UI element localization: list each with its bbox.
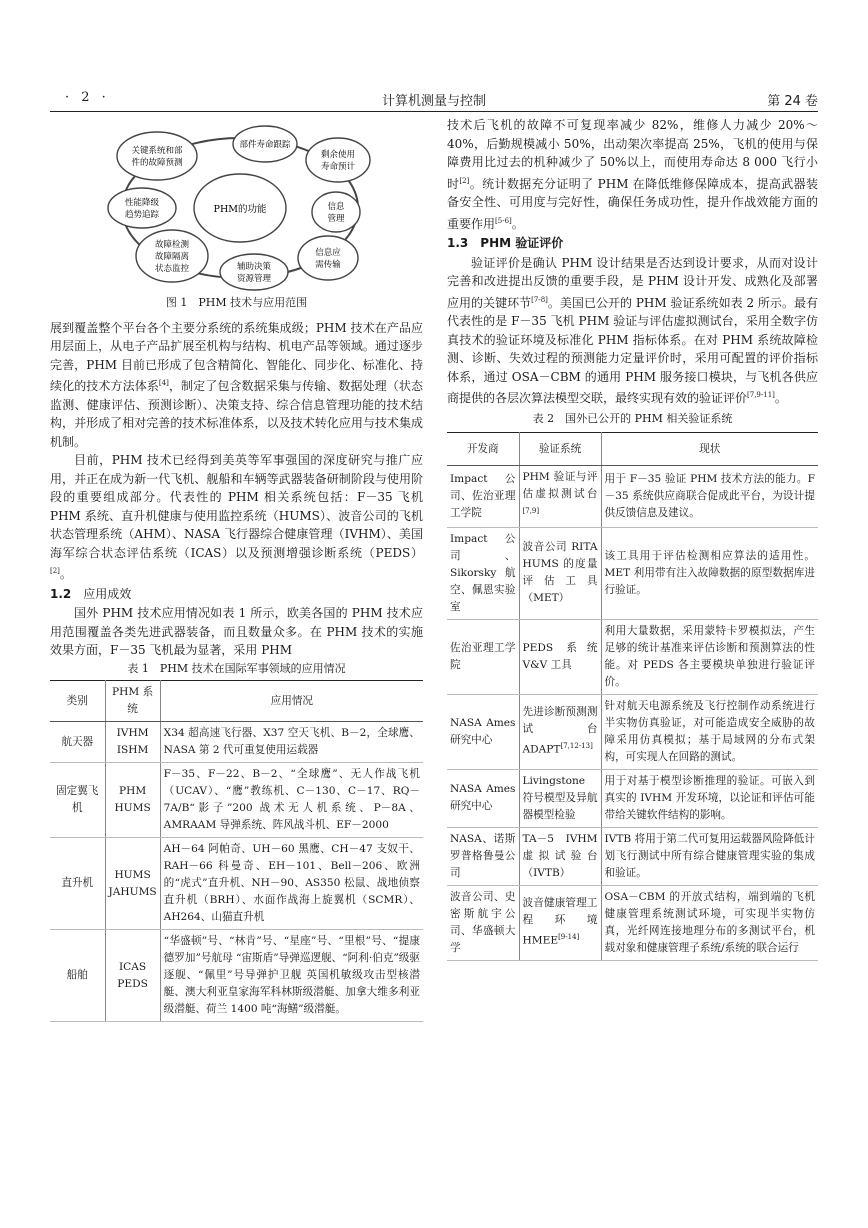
node-info-transmission	[298, 236, 358, 280]
node-component-life	[233, 126, 297, 162]
left-paragraph-1: 展到覆盖整个平台各个主要分系统的系统集成级；PHM 技术在产品应用层面上，从电子产品扩展至机构与结构、机电产品等领域。通过逐步完善，PHM 目前已形成了包含精简化、智能化、同步化、标准化、持续化的技术方法体系[4]，制定了包含数据采集与传输、数据处理（状态监测、健康评估、预测诊断）、决策支持、综合信息管理功能的技术结构，并形成了相对完善的技术标准体系，以及技术转化应用与技术集成机制。	[50, 320, 423, 449]
table-row: NASA、诺斯罗普格鲁曼公司 TA－5 IVHM 虚拟试验台（IVTB） IVTB 将用于第二代可复用运载器风险降低计划飞行测试中所有综合健康管理实验的集成和验证。	[447, 827, 818, 885]
page-header	[50, 88, 818, 110]
table-row: 航天器 IVHM ISHM X34 超高速飞行器、X37 空天飞机、B－2，全球鹰、NASA 第 2 代可重复使用运载器	[50, 722, 423, 763]
journal-title: 计算机测量与控制	[381, 94, 486, 109]
table-1-header-row	[50, 681, 423, 722]
table-row: NASA Ames 研究中心 先进诊断预测测试台 ADAPT[7,12-13] 针对航天电源系统及飞行控制作动系统进行半实物仿真验证，对可能造成安全威胁的故障采用仿真模拟；基于局域网的分布式架构，可实现人在回路的测试。	[447, 694, 818, 769]
table-1-caption: 表 1 PHM 技术在国际军事领域的应用情况	[127, 661, 346, 675]
table-row: 波音公司、史密斯航宇公司、华盛顿大学 波音健康管理工程环境 HMEE[9-14] OSA－CBM 的开放式结构，端到端的飞机健康管理系统测试环境，可实现半实物仿真，光纤网连接地理分布的多测试平台，机载对象和健康管理子系统/系统的联合运行	[447, 885, 818, 960]
svg-text:故障隔离: 故障隔离	[154, 252, 190, 262]
table-2-header-row	[447, 433, 818, 466]
svg-text:需传输: 需传输	[315, 260, 341, 270]
phm-function-diagram	[50, 116, 423, 292]
svg-text:件的故障预测: 件的故障预测	[131, 158, 183, 168]
table-row: NASA Ames 研究中心 Livingstone 符号模型及异航器模型检验 用于对基于模型诊断推理的验证。可嵌入到真实的 IVHM 开发环境，以论证和评估可能带给关键软件结构的影响。	[447, 769, 818, 827]
node-decision-support	[220, 254, 288, 290]
node-remaining-life	[306, 138, 370, 182]
table-1-header-category: 类别	[50, 681, 105, 722]
figure-1-caption: 图 1 PHM 技术与应用范围	[165, 296, 308, 309]
section-1-3-heading: 1.3 PHM 验证评价	[447, 236, 564, 250]
table-2-caption: 表 2 国外已公开的 PHM 相关验证系统	[532, 411, 733, 425]
table-row: Impact 公司、Sikorsky 航空、佩恩实验室 波音公司 RITA HUMS 的度量评估工具（MET） 该工具用于评估检测相应算法的适用性。MET 利用带有注入故障数据的原型数据库进行验证。	[447, 527, 818, 619]
table-row: 固定翼飞机 PHM HUMS F－35、F－22、B－2、“全球鹰”、无人作战飞机（UCAV）、“鹰”教练机、C－130、C－17、RQ－7A/B“影子”200 战术无人机系统、P－8A、AMRAAM 导弹系统、阵风战斗机、EF－2000	[50, 763, 423, 838]
table-1	[50, 680, 423, 1022]
svg-text:信息: 信息	[327, 202, 345, 212]
table-row: 船舶 ICAS PEDS “华盛顿”号、“林肯”号、“星座”号、“里根”号、“提康德罗加”号航母 “宙斯盾”导弹巡逻舰、“阿利·伯克”级驱逐舰、“佩里”号导弹护卫舰 英国机敏级攻击型核潜艇、澳大利亚皇家海军科林斯级潜艇、加拿大维多利亚级潜艇、荷兰 1400 吨“海鳝”级潜艇。	[50, 930, 423, 1022]
right-column	[447, 116, 818, 961]
right-paragraph-2: 验证评价是确认 PHM 设计结果是否达到设计要求，从而对设计完善和改进提出反馈的重要手段，是 PHM 设计开发、成熟化及部署应用的关键环节[7-8]。美国已公开的 PHM 验证系统如表 2 所示。最有代表性的是 F－35 飞机 PHM 验证与评估虚拟测试台，采用全数字仿真技术的验证环境及标准化 PHM 指标体系。在对 PHM 系统故障检测、诊断、失效过程的预测能力定量评价时，采用可配置的评价指标体系，通过 OSA－CBM 的通用 PHM 服务接口模块，与飞机各供应商提供的各层次算法模型交联，最终实现有效的验证评价[7,9-11]。	[447, 255, 818, 405]
svg-text:关键系统和部: 关键系统和部	[131, 146, 183, 156]
table-row: 直升机 HUMS JAHUMS AH－64 阿帕奇、UH－60 黑鹰、CH－47 支奴干、RAH－66 科曼奇、EH－101、Bell－206、欧洲的“虎式”直升机、NH－90、AS350 松鼠、战地侦察直升机（BRH）、水面作战海上旋翼机（SCMR）、AH264、山猫直升机	[50, 838, 423, 930]
left-paragraph-3: 国外 PHM 技术应用情况如表 1 所示，欧美各国的 PHM 技术应用范围覆盖各类先进武器装备，而且数量众多。在 PHM 技术的实施效果方面，F－35 飞机最为显著，采用 PHM	[50, 606, 423, 657]
svg-text:辅助决策: 辅助决策	[236, 262, 272, 272]
svg-text:管理: 管理	[327, 214, 345, 224]
right-paragraph-1: 技术后飞机的故障不可复现率减少 82%，维修人力减少 20%～40%，后勤规模减小 50%，出动架次率提高 25%，飞机的使用与保障费用比过去的机种减少了 50%以上，而使用寿命达 8 000 飞行小时[2]。统计数据充分证明了 PHM 在降低维修保障成本，提高武器装备安全性、可用度与完好性，确保任务成功性，提升作战效能方面的重要作用[5-6]。	[447, 118, 818, 231]
svg-text:性能降级: 性能降级	[124, 198, 160, 208]
svg-text:信息应: 信息应	[315, 248, 341, 258]
table-1-header-system: PHM 系统	[105, 681, 160, 722]
page-number: · 2 ·	[65, 90, 110, 105]
svg-text:故障检测: 故障检测	[154, 240, 190, 250]
node-performance-trend	[108, 188, 176, 228]
svg-text:剩余使用: 剩余使用	[320, 150, 356, 160]
left-paragraph-2: 目前，PHM 技术已经得到美英等军事强国的深度研究与推广应用，并正在成为新一代飞机、舰船和车辆等武器装备研制阶段与使用阶段的重要组成部分。代表性的 PHM 相关系统包括：F－35 飞机 PHM 系统、直升机健康与使用监控系统（HUMS）、波音公司的飞机状态管理系统（AHM）、NASA 飞行器综合健康管理（IVHM）、美国海军综合状态评估系统（ICAS）以及预测增强诊断系统（PEDS）[2]。	[50, 453, 423, 581]
header-rule	[50, 111, 818, 112]
table-2-header-developer: 开发商	[447, 433, 519, 466]
table-2-header-system: 验证系统	[519, 433, 601, 466]
section-1-2-heading: 1.2 应用成效	[50, 586, 132, 601]
svg-text:趋势追踪: 趋势追踪	[124, 210, 160, 220]
left-column	[50, 116, 423, 1022]
table-1-header-application: 应用情况	[160, 681, 423, 722]
node-info-management	[312, 192, 360, 232]
table-row: Impact 公司、佐治亚理工学院 PHM 验证与评估虚拟测试台[7,9] 用于 F－35 验证 PHM 技术方法的能力。F－35 系统供应商联合促成此平台，为设计提供反馈信息及建议。	[447, 466, 818, 528]
svg-text:寿命预计: 寿命预计	[320, 162, 356, 172]
table-2	[447, 432, 818, 961]
svg-text:部件寿命跟踪: 部件寿命跟踪	[239, 140, 291, 150]
table-row: 佐治亚理工学院 PEDS 系统 V&V 工具 利用大量数据，采用蒙特卡罗模拟法，产生足够的统计基准来评估诊断和预测算法的性能。对 PEDS 各主要模块单独进行验证评价。	[447, 619, 818, 694]
volume-label: 第 24 卷	[767, 94, 818, 109]
table-2-header-status: 现状	[601, 433, 818, 466]
node-fault-detection	[136, 230, 208, 282]
center-node-label: PHM的功能	[213, 204, 267, 215]
node-fault-prediction	[117, 132, 197, 180]
figure-1	[50, 116, 423, 292]
svg-text:状态监控: 状态监控	[154, 264, 190, 274]
svg-text:资源管理: 资源管理	[236, 274, 272, 284]
